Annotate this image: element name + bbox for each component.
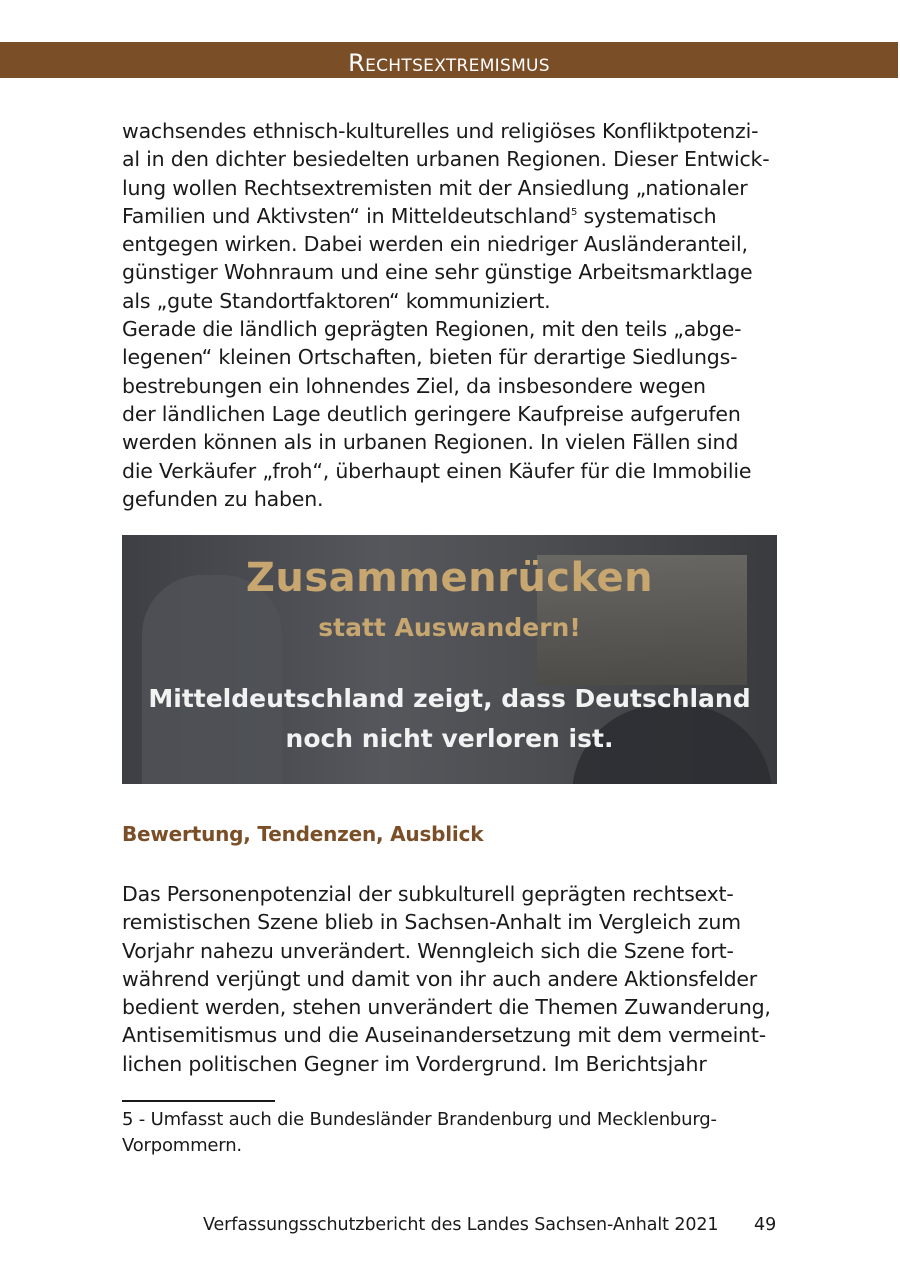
text-line: die Verkäufer „froh“, überhaupt einen Käufer für die Immobilie: [122, 458, 752, 483]
text-line: gefunden zu haben.: [122, 486, 324, 511]
footer-text: Verfassungsschutzbericht des Landes Sachsen-Anhalt 2021: [203, 1215, 719, 1235]
text-line: günstiger Wohnraum und eine sehr günstige Arbeitsmarktlage: [122, 260, 753, 285]
text-line: Vorjahr nahezu unverändert. Wenngleich sich die Szene fort-: [122, 938, 734, 963]
text-line: entgegen wirken. Dabei werden ein niedriger Ausländeranteil,: [122, 232, 748, 257]
text-line: [122, 202, 782, 230]
page-title: Rechtsextremismus: [348, 49, 550, 77]
footnote-reference[interactable]: 5: [570, 206, 578, 218]
banner-body-line: Mitteldeutschland zeigt, dass Deutschland: [148, 684, 751, 713]
text-line: als „gute Standortfaktoren“ kommuniziert.: [122, 288, 551, 313]
text-line: Gerade die ländlich geprägten Regionen, mit den teils „abge-: [122, 317, 742, 342]
text-line: bedient werden, stehen unverändert die Themen Zuwanderung,: [122, 995, 771, 1020]
text-line: während verjüngt und damit von ihr auch andere Aktionsfelder: [122, 966, 758, 991]
text-line: wachsendes ethnisch-kulturelles und religiöses Konfliktpotenzi-: [122, 119, 759, 143]
text-line: lung wollen Rechtsextremisten mit der Ansiedlung „nationaler: [122, 175, 748, 200]
banner-subline: statt Auswandern!: [318, 613, 581, 642]
text-line: Das Personenpotenzial der subkulturell geprägten rechtsext-: [122, 882, 734, 906]
paragraph-2: [122, 880, 782, 1078]
text-line: der ländlichen Lage deutlich geringere Kaufpreise aufgerufen: [122, 401, 741, 426]
footnote-line: 5 - Umfasst auch die Bundesländer Brandenburg und Mecklenburg-: [122, 1109, 717, 1130]
section-heading: Bewertung, Tendenzen, Ausblick: [122, 822, 484, 846]
text-line: lichen politischen Gegner im Vordergrund. Im Berichtsjahr: [122, 1051, 707, 1076]
banner-body-line: noch nicht verloren ist.: [285, 724, 614, 753]
text-line: Antisemitismus und die Auseinandersetzung mit dem vermeint-: [122, 1023, 766, 1048]
banner-headline: Zusammenrücken: [245, 555, 654, 601]
text-line: legenen“ kleinen Ortschaften, bieten für derartige Siedlungs-: [122, 345, 738, 370]
footnote-divider: [122, 1100, 275, 1102]
text-line: al in den dichter besiedelten urbanen Regionen. Dieser Entwick-: [122, 147, 770, 172]
text-segment: systematisch: [583, 203, 717, 228]
footnote-line: Vorpommern.: [122, 1135, 242, 1156]
text-segment: Familien und Aktivsten“ in Mitteldeutschland: [122, 203, 571, 228]
text-line: werden können als in urbanen Regionen. In vielen Fällen sind: [122, 430, 739, 455]
footnote: [122, 1107, 782, 1159]
paragraph-1: [122, 117, 782, 513]
page-number: 49: [754, 1215, 777, 1235]
text-line: remistischen Szene blieb in Sachsen-Anhalt im Vergleich zum: [122, 910, 741, 935]
propaganda-banner-image: [122, 535, 777, 784]
text-line: bestrebungen ein lohnendes Ziel, da insbesondere wegen: [122, 373, 706, 398]
banner-body: [122, 679, 777, 759]
